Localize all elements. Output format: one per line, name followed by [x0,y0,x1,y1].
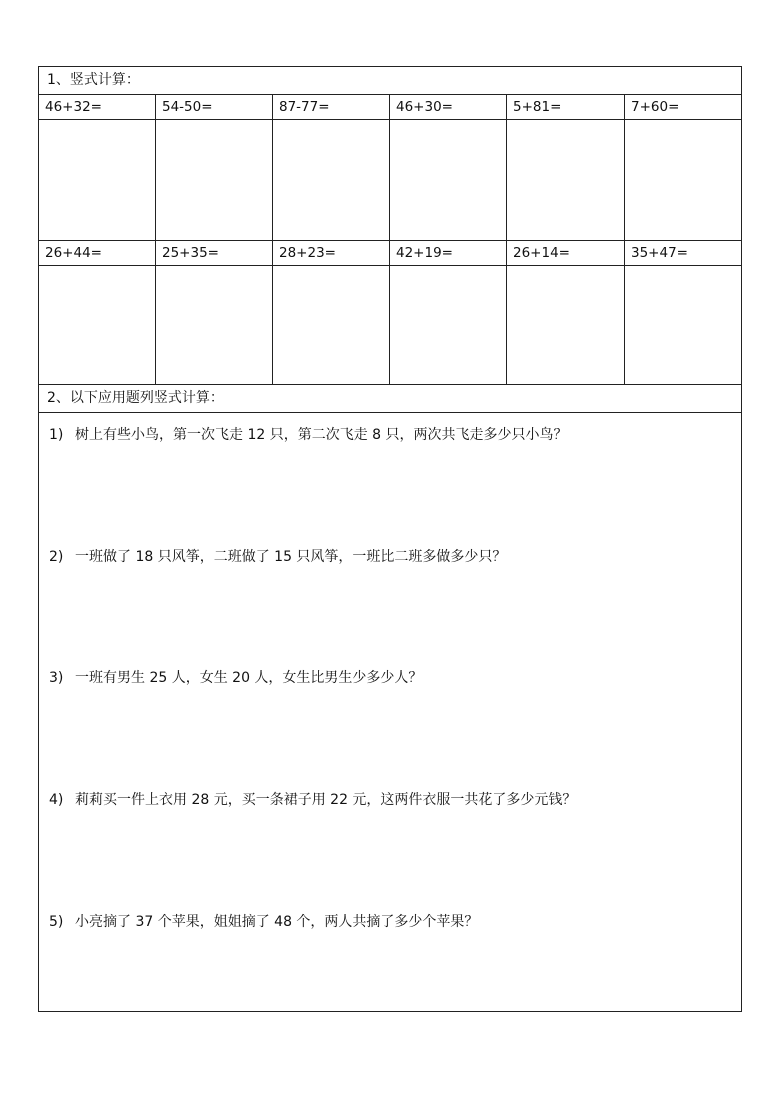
calc-expression: 5+81= [507,95,625,119]
calc-expression: 35+47= [631,245,688,261]
work-area-cell[interactable] [273,120,390,240]
problem-text: 树上有些小鸟，第一次飞走 12 只，第二次飞走 8 只，两次共飞走多少只小鸟？ [75,427,568,443]
work-area-cell[interactable] [507,266,625,384]
word-problem [49,790,576,810]
problem-text: 一班有男生 25 人，女生 20 人，女生比男生少多少人？ [75,670,423,686]
calc-work-row-2 [39,266,741,385]
problem-number: 3) [49,670,64,686]
work-area-cell[interactable] [507,120,625,240]
calc-work-row-1 [39,120,741,241]
work-area-cell[interactable] [156,120,273,240]
calc-expression: 7+60= [631,99,680,115]
problem-text: 小亮摘了 37 个苹果，姐姐摘了 48 个，两人共摘了多少个苹果？ [75,914,479,930]
problem-number: 4) [49,792,64,808]
word-problem [49,547,506,567]
calc-expression-row-2 [39,241,741,266]
work-area-cell[interactable] [625,266,741,384]
problem-number: 2) [49,549,64,565]
calc-expression: 46+32= [39,95,156,119]
calc-expression: 42+19= [390,241,507,265]
calc-expression: 25+35= [156,241,273,265]
problem-number: 1) [49,427,64,443]
calc-expression: 26+44= [39,241,156,265]
problem-text: 一班做了 18 只风筝，二班做了 15 只风筝，一班比二班多做多少只？ [75,549,507,565]
calc-expression: 46+30= [390,95,507,119]
work-area-cell[interactable] [273,266,390,384]
calc-expression: 26+14= [507,241,625,265]
work-area-cell[interactable] [390,266,507,384]
work-area-cell[interactable] [39,120,156,240]
problem-number: 5) [49,914,64,930]
work-area-cell[interactable] [39,266,156,384]
calc-expression: 54-50= [156,95,273,119]
section-2-title: 2、以下应用题列竖式计算： [39,385,741,413]
section-1-title: 1、竖式计算： [39,67,741,95]
word-problem [49,425,568,445]
work-area-cell[interactable] [390,120,507,240]
calc-expression: 87-77= [273,95,390,119]
calc-expression-row-1 [39,95,741,120]
work-area-cell[interactable] [156,266,273,384]
word-problem [49,912,478,932]
work-area-cell[interactable] [625,120,741,240]
calc-expression: 28+23= [273,241,390,265]
word-problem [49,668,422,688]
problem-text: 莉莉买一件上衣用 28 元，买一条裙子用 22 元，这两件衣服一共花了多少元钱？ [75,792,577,808]
worksheet [38,66,742,1012]
